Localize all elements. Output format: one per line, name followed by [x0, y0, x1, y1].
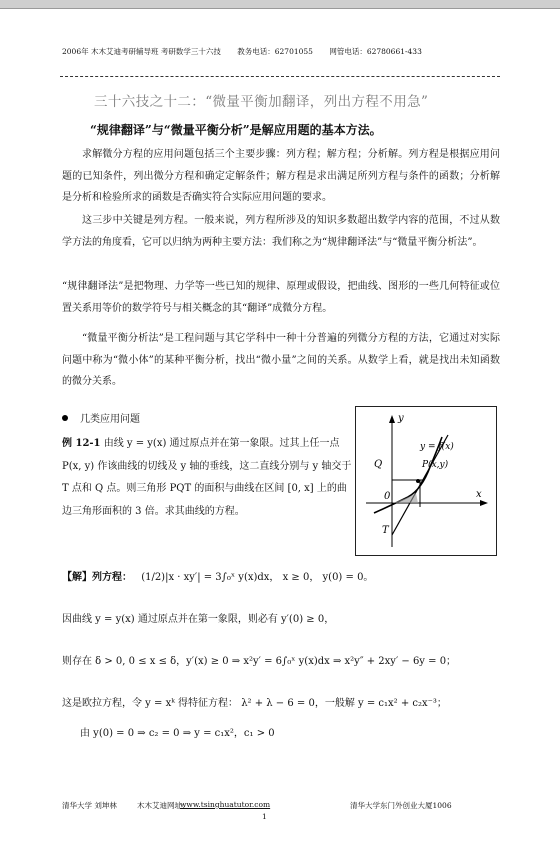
- paragraph-steps: 求解微分方程的应用问题包括三个主要步骤：列方程；解方程；分析解。列方程是根据应用问题的已知条件，列出微分方程和确定定解条件；解方程是求出满足所列方程与条件的函数；分析解是分析和检验所求的函数是否确实符合实际应用问题的要求。: [62, 149, 500, 203]
- page-header: [62, 46, 502, 57]
- paragraph-micro-balance: “微量平衡分析法”是工程问题与其它学科中一种十分普遍的列微分方程的方法，它通过对实际问题中称为“微小体”的某种平衡分析，找出“微小量”之间的关系。从数学上看，就是找出未知函数的微分关系。: [62, 333, 500, 387]
- example-label: 例 12-1: [62, 438, 101, 449]
- point-t-label: T: [382, 525, 389, 536]
- curve-figure: [355, 406, 497, 556]
- paragraph-key-step: 这三步中关键是列方程。一般来说，列方程所涉及的知识多数超出数学内容的范围，不过从数学方法的角度看，它可以归纳为两种主要方法：我们称之为“规律翻译法”与“微量平衡分析法”。: [62, 215, 500, 248]
- x-axis-arrow-icon: [480, 500, 488, 506]
- solution-equation-row: [62, 568, 373, 583]
- example-text: 由线 y = y(x) 通过原点并在第一象限。过其上任一点 P(x, y) 作该曲线的切线及 y 轴的垂线，这二直线分别与 y 轴交于 T 点和 Q 点。则三角形 PQT 的面积与曲线在区间 [0, x] 上的曲边三角形面积的 3 倍。求其曲线的方程。: [62, 438, 352, 517]
- header-admin-phone: 网管电话：62780661-433: [329, 47, 422, 56]
- solution-line-5: 由 y(0) = 0 ⇒ c₂ = 0 ⇒ y = c₁x²，c₁ > 0: [80, 728, 275, 739]
- solution-equation-1: (1/2)|x · xy′| = 3∫₀ˣ y(x)dx， x ≥ 0， y(0) = 0。: [141, 572, 374, 583]
- header-divider: [60, 76, 500, 77]
- solution-line-4: 这是欧拉方程，令 y = xᵏ 得特征方程： λ² + λ − 6 = 0，一般解 y = c₁x² + c₂x⁻³；: [62, 698, 447, 709]
- figure-svg: [356, 407, 496, 555]
- origin-label: 0: [384, 491, 391, 502]
- page-number: 1: [262, 812, 267, 821]
- y-axis-label: y: [398, 413, 404, 424]
- solution-line-2: 因曲线 y = y(x) 通过原点并在第一象限，则必有 y′(0) ≥ 0，: [62, 614, 335, 625]
- point-p-label: P(x,y): [422, 460, 449, 470]
- header-course: 2006年 木木艾迪考研辅导班 考研数学三十六技: [62, 47, 221, 56]
- x-axis-label: x: [476, 489, 482, 500]
- section-heading: 几类应用问题: [80, 414, 140, 425]
- section-subtitle: “规律翻译”与“微量平衡分析”是解应用题的基本方法。: [90, 123, 382, 137]
- section-title: 三十六技之十二：“微量平衡加翻译，列出方程不用急”: [94, 94, 429, 110]
- document-page: [0, 8, 560, 854]
- curve-label: y = f(x): [420, 442, 454, 452]
- example-problem: [62, 433, 352, 523]
- footer-address: 清华大学东门外创业大厦1006: [350, 801, 452, 810]
- footer-url-link[interactable]: www.tsinghuatutor.com: [180, 800, 271, 809]
- paragraph-law-translation: “规律翻译法”是把物理、力学等一些已知的规律、原理或假设，把曲线、图形的一些几何特征或位置关系用等价的数学符号与相关概念的其“翻译”成微分方程。: [62, 281, 500, 314]
- footer-site-label: 木木艾迪网址：: [137, 801, 190, 810]
- solution-lead: 【解】列方程：: [62, 572, 132, 583]
- footer-author: 清华大学 刘坤林: [62, 801, 117, 810]
- bullet-icon: [62, 415, 68, 421]
- point-q-label: Q: [374, 459, 383, 470]
- section-heading-row: [62, 410, 140, 425]
- point-p-marker: [416, 479, 420, 483]
- solution-line-3: 则存在 δ > 0, 0 ≤ x ≤ δ，y′(x) ≥ 0 ⇒ x²y′ = 6∫₀ˣ y(x)dx ⇒ x²y″ + 2xy′ − 6y = 0；: [62, 656, 457, 667]
- y-axis-arrow-icon: [389, 415, 395, 423]
- header-teach-phone: 教务电话：62701055: [237, 47, 313, 56]
